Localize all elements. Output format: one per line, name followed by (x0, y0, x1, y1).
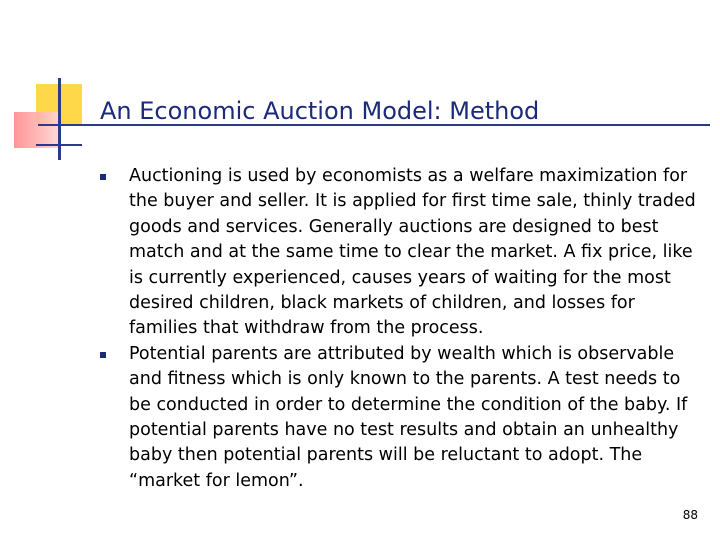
decorative-vertical-line (58, 78, 61, 160)
decorative-short-line (36, 144, 82, 146)
bullet-list (100, 164, 700, 494)
decorative-pink-square (14, 112, 60, 148)
bullet-text: Auctioning is used by economists as a welfare maximization for the buyer and seller. It is applied for first time sale, thinly traded goods and services. Generally auctions are designed to best match and at the same time to clear the market. A fix price, like is currently experienced, causes years of waiting for the most desired children, black markets of children, and losses for families that withdraw from the process. (129, 166, 696, 339)
slide-title: An Economic Auction Model: Method (100, 97, 540, 125)
page-number: 88 (682, 508, 698, 522)
bullet-square-icon (100, 174, 106, 180)
bullet-square-icon (100, 352, 106, 358)
bullet-item (100, 164, 700, 342)
bullet-text: Potential parents are attributed by wealth which is observable and fitness which is only known to the parents. A test needs to be conducted in order to determine the condition of the baby. If potential parents have no test results and obtain an unhealthy baby then potential parents will be reluctant to adopt. The “market for lemon”. (129, 343, 688, 491)
bullet-item (100, 342, 700, 494)
